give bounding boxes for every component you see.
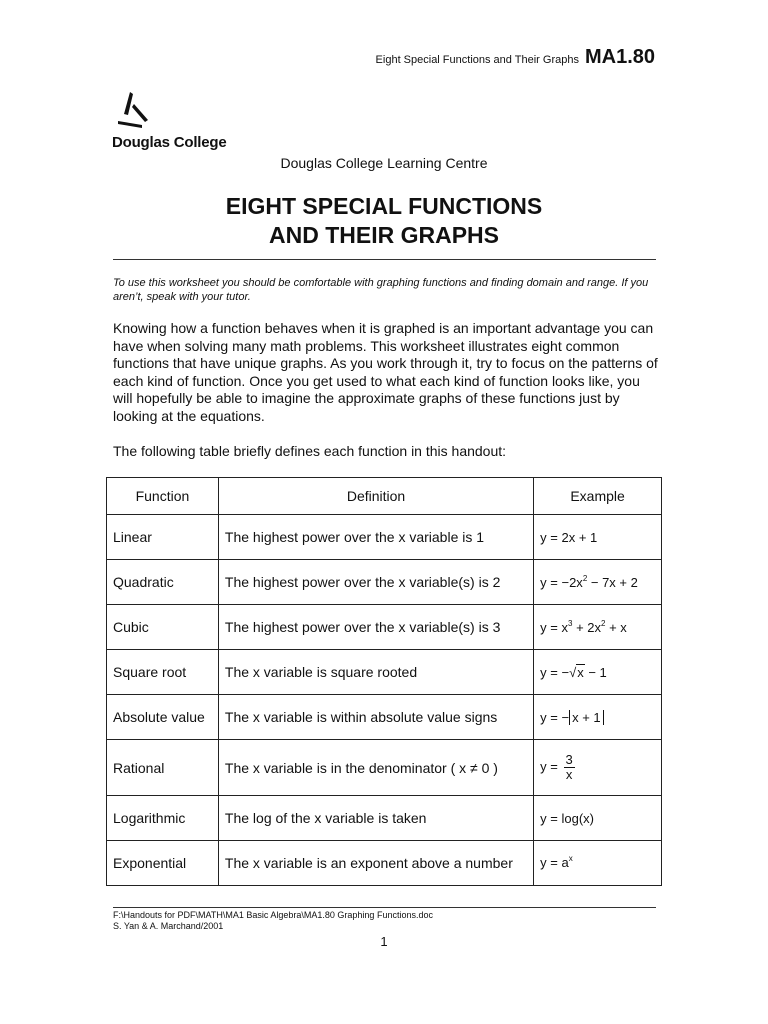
table-intro: The following table briefly defines each function in this handout: <box>113 443 507 459</box>
header-example: Example <box>534 478 662 515</box>
function-example <box>534 740 662 796</box>
example-part: y = −2x <box>540 574 583 590</box>
header-doc-title: Eight Special Functions and Their Graphs <box>375 54 579 66</box>
header-code: MA1.80 <box>584 46 655 68</box>
function-example <box>534 605 662 650</box>
prerequisite-note: To use this worksheet you should be comfortable with graphing functions and finding domain and range. If you aren’t, speak with your tutor. <box>113 277 649 303</box>
example-part: + x <box>605 619 627 635</box>
page-footer <box>113 910 433 932</box>
absolute-value-expression: x + 1 <box>569 710 604 725</box>
function-name: Rational <box>107 740 219 796</box>
page-title <box>0 192 768 250</box>
example-part: y = <box>540 758 558 774</box>
function-definition: The highest power over the x variable is 1 <box>218 515 533 560</box>
example-part: y = − <box>540 709 570 725</box>
example-exponent: x <box>568 854 573 863</box>
title-line-2: AND THEIR GRAPHS <box>268 222 499 248</box>
table-row <box>107 650 662 695</box>
intro-paragraph: Knowing how a function behaves when it is graphed is an important advantage you can have when solving many math problems. This worksheet illustrates eight common functions that have unique graphs. As you work through it, try to focus on the patterns of each kind of function. Once you get used to what each kind of function looks like, you will hopefully be able to imagine the approximate graphs of these functions just by looking at the equations. <box>113 320 658 424</box>
header-function: Function <box>107 478 219 515</box>
example-exponent: 2 <box>582 573 588 583</box>
title-divider <box>113 259 656 260</box>
function-name: Linear <box>107 515 219 560</box>
function-definition: The x variable is an exponent above a number <box>218 841 533 886</box>
example-exponent: 2 <box>601 618 606 628</box>
table-row <box>107 695 662 740</box>
table-row <box>107 560 662 605</box>
table-row <box>107 515 662 560</box>
page-number: 1 <box>380 934 388 949</box>
function-definition: The x variable is within absolute value signs <box>218 695 533 740</box>
radicand: x <box>577 664 584 680</box>
function-name: Quadratic <box>107 560 219 605</box>
function-name: Logarithmic <box>107 796 219 841</box>
function-name: Cubic <box>107 605 219 650</box>
logo-text: Douglas College <box>112 134 227 151</box>
page-header <box>376 46 655 69</box>
functions-table <box>106 477 662 886</box>
function-definition: The highest power over the x variable(s) is 2 <box>218 560 533 605</box>
table-row <box>107 796 662 841</box>
college-logo <box>112 90 232 151</box>
function-definition: The log of the x variable is taken <box>218 796 533 841</box>
function-name: Exponential <box>107 841 219 886</box>
header-definition: Definition <box>218 478 533 515</box>
function-example: y = log(x) <box>534 796 662 841</box>
function-name: Square root <box>107 650 219 695</box>
example-part: y = a <box>540 855 569 870</box>
example-part: − 1 <box>584 664 607 680</box>
table-row <box>107 605 662 650</box>
example-part: − 7x + 2 <box>587 574 638 590</box>
function-example <box>534 841 662 886</box>
function-example <box>534 650 662 695</box>
footer-authors: S. Yan & A. Marchand/2001 <box>113 921 224 931</box>
function-name: Absolute value <box>107 695 219 740</box>
footer-divider <box>113 907 656 908</box>
function-definition: The x variable is in the denominator ( x ≠ 0 ) <box>218 740 533 796</box>
table-row <box>107 740 662 796</box>
example-part: y = x <box>540 619 568 635</box>
example-part: + 2x <box>572 619 601 635</box>
fraction-numerator: 3 <box>565 752 573 767</box>
function-example: y = 2x + 1 <box>534 515 662 560</box>
example-part: y = −√ <box>540 664 577 680</box>
centre-name: Douglas College Learning Centre <box>280 155 488 171</box>
function-definition: The x variable is square rooted <box>218 650 533 695</box>
function-example <box>534 560 662 605</box>
function-definition: The highest power over the x variable(s) is 3 <box>218 605 533 650</box>
example-exponent: 3 <box>568 618 573 628</box>
table-header-row <box>107 478 662 515</box>
title-line-1: EIGHT SPECIAL FUNCTIONS <box>225 193 543 219</box>
function-example <box>534 695 662 740</box>
footer-file-path: F:\Handouts for PDF\MATH\MA1 Basic Algebra\MA1.80 Graphing Functions.doc <box>113 910 433 920</box>
fraction-denominator: x <box>565 767 573 782</box>
fraction <box>564 753 575 782</box>
college-logo-icon <box>112 90 152 130</box>
table-row <box>107 841 662 886</box>
